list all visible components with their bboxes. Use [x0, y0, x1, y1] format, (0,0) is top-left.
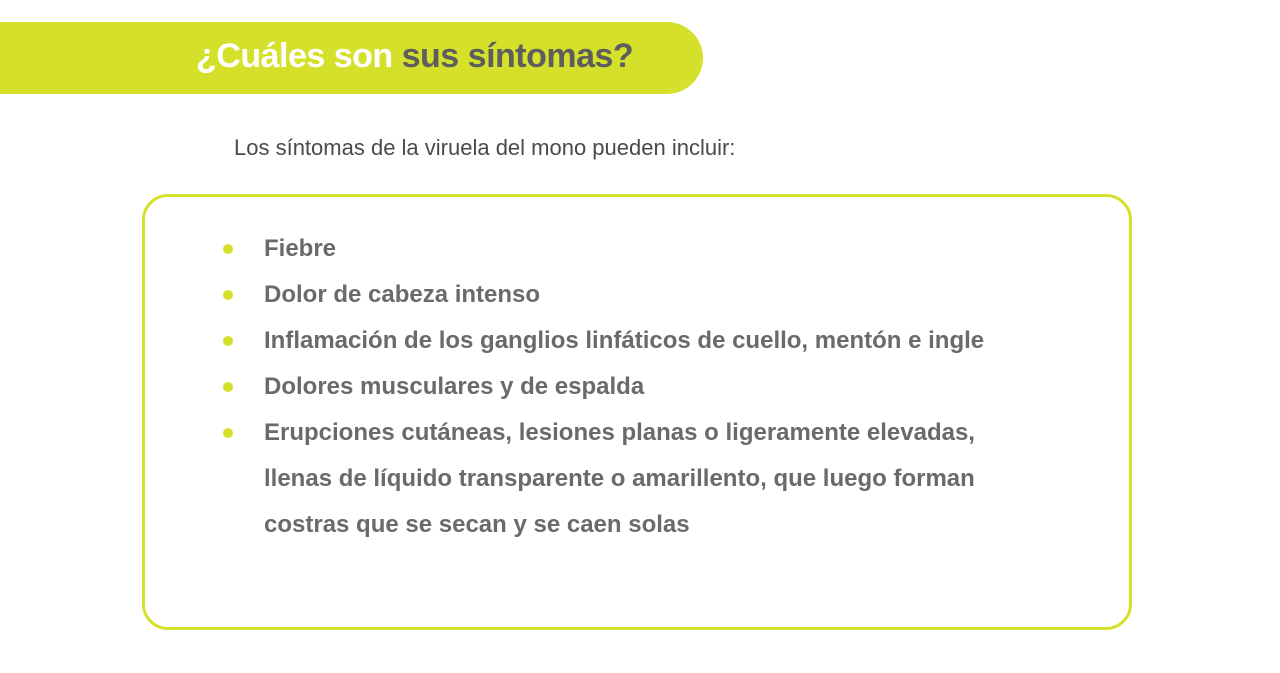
- list-item: [222, 364, 1022, 410]
- list-item-text: Inflamación de los ganglios linfáticos de cuello, mentón e ingle: [264, 327, 985, 354]
- title-part-dark: sus síntomas?: [401, 37, 634, 75]
- list-item-text: Fiebre: [264, 235, 337, 262]
- list-item-text: Dolores musculares y de espalda: [264, 373, 645, 400]
- list-item-text: Dolor de cabeza intenso: [264, 281, 541, 308]
- bullet-icon: [223, 290, 233, 300]
- page-title: [196, 33, 633, 79]
- list-item: [222, 318, 1022, 364]
- intro-text: Los síntomas de la viruela del mono pueden incluir:: [234, 135, 736, 160]
- bullet-icon: [223, 428, 233, 438]
- list-item: [222, 272, 1022, 318]
- list-item: [222, 410, 1022, 548]
- list-item: [222, 226, 1022, 272]
- symptom-list: [222, 226, 1022, 548]
- bullet-icon: [223, 336, 233, 346]
- title-part-highlight: ¿Cuáles son: [196, 37, 393, 75]
- list-item-text: Erupciones cutáneas, lesiones planas o ligeramente elevadas, llenas de líquido transparente o amarillento, que luego forman costras que se secan y se caen solas: [264, 419, 975, 538]
- bullet-icon: [223, 382, 233, 392]
- bullet-icon: [223, 244, 233, 254]
